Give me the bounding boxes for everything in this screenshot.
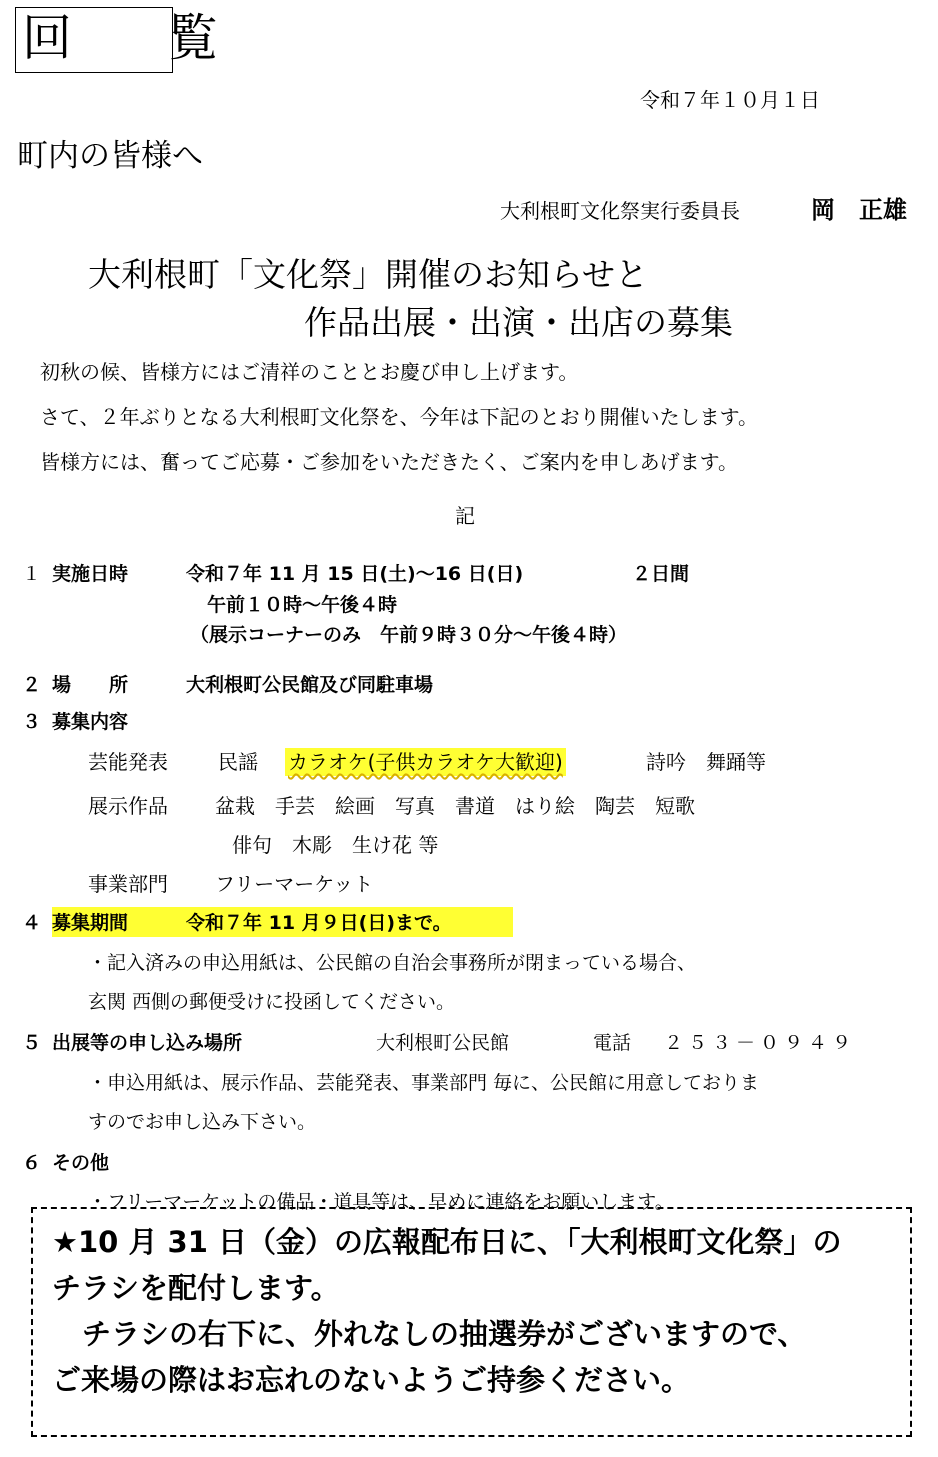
item3-label: 募集内容 <box>52 711 129 733</box>
performance-karaoke: カラオケ(子供カラオケ大歓迎) <box>288 750 563 774</box>
item3-number: ３ <box>22 711 42 733</box>
notice-line-2: チラシを配付します。 <box>52 1271 340 1305</box>
sender-name: 岡 正雄 <box>811 196 907 224</box>
item2-number: ２ <box>22 674 42 696</box>
performance-minyo: 民謡 <box>218 750 258 774</box>
item4-highlight <box>52 907 513 937</box>
exhibit-label: 展示作品 <box>88 794 168 818</box>
notice-line-4: ご来場の際はお忘れのないようご持参ください。 <box>52 1363 691 1397</box>
exhibit-list-2: 俳句 木彫 生け花 等 <box>232 833 439 857</box>
notice-line-1: ★10 月 31 日（金）の広報配布日に、「大利根町文化祭」の <box>52 1225 842 1259</box>
business-value: フリーマーケット <box>215 872 374 896</box>
item1-label: 実施日時 <box>52 563 129 585</box>
item5-note-1: ・申込用紙は、展示作品、芸能発表、事業部門 毎に、公民館に用意しておりま <box>88 1072 760 1094</box>
intro-line-3: 皆様方には、奮ってご応募・ご参加をいただきたく、ご案内を申しあげます。 <box>40 450 738 474</box>
item4-note-1: ・記入済みの申込用紙は、公民館の自治会事務所が閉まっている場合、 <box>88 952 697 974</box>
item2-label: 場 所 <box>52 674 129 696</box>
sender-title: 大利根町文化祭実行委員長 <box>500 199 740 223</box>
item1-days: ２日間 <box>632 563 690 585</box>
exhibit-list-1: 盆栽 手芸 絵画 写真 書道 はり絵 陶芸 短歌 <box>215 794 695 818</box>
item4-note-2: 玄関 西側の郵便受けに投函してください。 <box>88 991 456 1013</box>
issue-date: 令和７年１０月１日 <box>640 88 820 112</box>
performance-karaoke-highlight <box>285 748 566 776</box>
notice-line-3: チラシの右下に、外れなしの抽選券がございますので、 <box>82 1317 807 1351</box>
item2-value: 大利根町公民館及び同駐車場 <box>186 674 434 696</box>
item1-number: １ <box>22 563 42 585</box>
item6-label: その他 <box>52 1152 110 1174</box>
addressee: 町内の皆様へ <box>17 138 203 174</box>
item5-tel: ２５３－０９４９ <box>664 1032 857 1054</box>
item5-tel-label: 電話 <box>593 1032 632 1054</box>
intro-line-1: 初秋の候、皆様方にはご清祥のこととお慶び申し上げます。 <box>40 360 579 384</box>
item6-note: ・フリーマーケットの備品・道具等は、早めに連絡をお願いします。 <box>88 1191 674 1213</box>
business-label: 事業部門 <box>88 872 168 896</box>
performance-label: 芸能発表 <box>88 750 168 774</box>
circulation-label: 回 覧 <box>22 9 258 67</box>
item1-note: （展示コーナーのみ 午前９時３０分～午後４時） <box>190 624 628 646</box>
ki-heading: 記 <box>455 504 475 528</box>
item5-note-2: すのでお申し込み下さい。 <box>88 1111 317 1133</box>
intro-line-2: さて、２年ぶりとなる大利根町文化祭を、今年は下記のとおり開催いたします。 <box>40 405 758 429</box>
item4-label: 募集期間 <box>52 912 129 934</box>
item4-number: ４ <box>22 912 42 934</box>
item1-time: 午前１０時～午後４時 <box>207 594 398 616</box>
item5-label: 出展等の申し込み場所 <box>52 1032 243 1054</box>
item5-number: ５ <box>22 1032 42 1054</box>
item6-number: ６ <box>22 1152 42 1174</box>
item1-date: 令和７年 11 月 15 日(土)～16 日(日) <box>186 563 524 585</box>
title-line-2: 作品出展・出演・出店の募集 <box>304 303 733 342</box>
item5-place: 大利根町公民館 <box>376 1032 510 1054</box>
item4-deadline: 令和７年 11 月９日(日)まで。 <box>186 912 452 934</box>
performance-others: 詩吟 舞踊等 <box>646 750 766 774</box>
title-line-1: 大利根町「文化祭」開催のお知らせと <box>88 255 649 294</box>
